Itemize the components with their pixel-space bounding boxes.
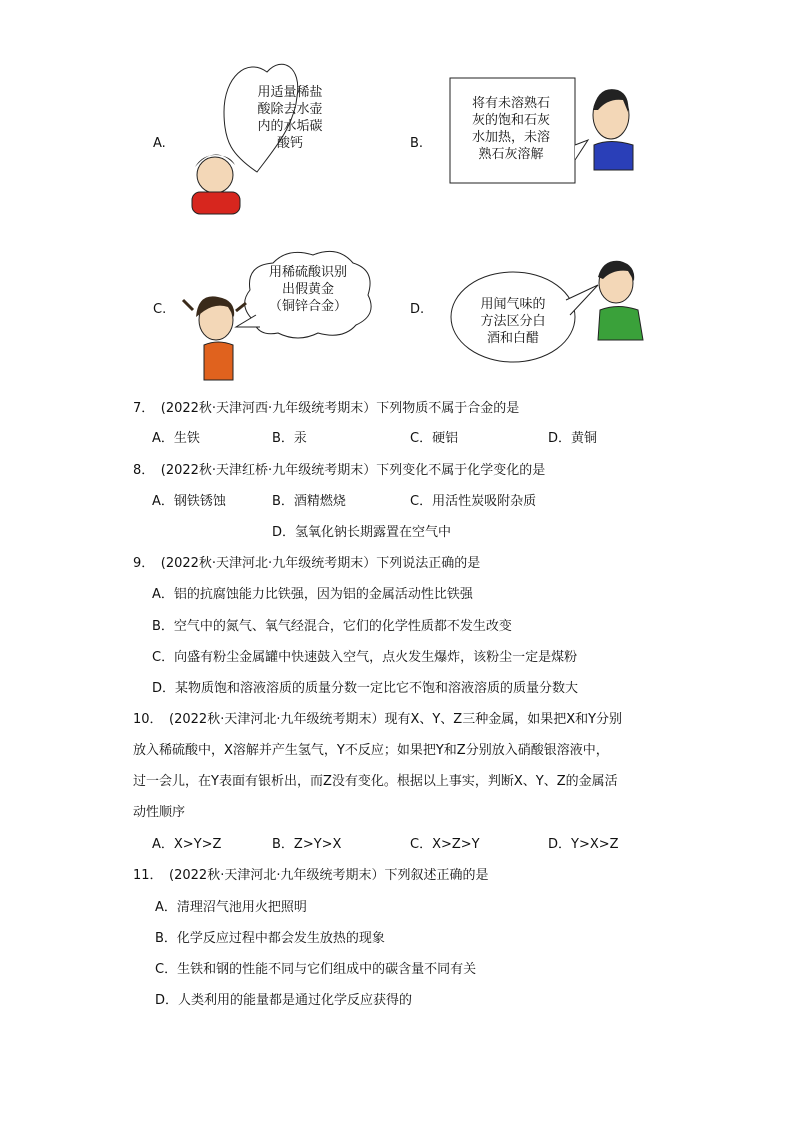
bubble-d-line: 方法区分白 bbox=[480, 314, 546, 329]
question-8-option: B．酒精燃烧 bbox=[272, 494, 346, 509]
question-7-option: A．生铁 bbox=[152, 431, 200, 446]
question-7-option: B．汞 bbox=[272, 431, 307, 446]
bubble-d-line: 用闻气味的 bbox=[480, 297, 546, 312]
question-10-stem-line: 放入稀硫酸中，X溶解并产生氢气，Y不反应；如果把Y和Z分别放入硝酸银溶液中， bbox=[133, 743, 609, 758]
question-10-stem-line: 10． (2022秋·天津河北·九年级统考期末）现有X、Y、Z三种金属，如果把X和Y分别 bbox=[133, 712, 623, 727]
question-10-option: B．Z>Y>X bbox=[272, 837, 342, 852]
bubble-b-text bbox=[452, 95, 570, 163]
question-7-option: C．硬铝 bbox=[410, 431, 459, 446]
question-11-option: D．人类利用的能量都是通过化学反应获得的 bbox=[155, 993, 413, 1008]
question-7-stem: 7． (2022秋·天津河西·九年级统考期末）下列物质不属于合金的是 bbox=[133, 401, 520, 416]
question-10-stem-line: 过一会儿，在Y表面有银析出，而Z没有变化。根据以上事实，判断X、Y、Z的金属活 bbox=[133, 774, 618, 789]
question-10-option: A．X>Y>Z bbox=[152, 837, 222, 852]
question-10-option: D．Y>X>Z bbox=[548, 837, 619, 852]
question-9-option: C．向盛有粉尘金属罐中快速鼓入空气，点火发生爆炸，该粉尘一定是煤粉 bbox=[152, 650, 578, 665]
bubble-b-line: 将有未溶熟石 bbox=[471, 96, 550, 111]
question-11-option: C．生铁和钢的性能不同与它们组成中的碳含量不同有关 bbox=[155, 962, 477, 977]
bubble-b-line: 灰的饱和石灰 bbox=[471, 113, 550, 128]
option-c-label: C. bbox=[153, 302, 167, 317]
bubble-a-line: 酸钙 bbox=[276, 136, 303, 151]
question-11-option: A．清理沼气池用火把照明 bbox=[155, 900, 307, 915]
bubble-c-text bbox=[258, 264, 358, 315]
question-8-option: A．钢铁锈蚀 bbox=[152, 494, 226, 509]
question-7-option: D．黄铜 bbox=[548, 431, 598, 446]
question-8-option: D．氢氧化钠长期露置在空气中 bbox=[272, 525, 452, 540]
bubble-a-text bbox=[250, 84, 330, 152]
option-d-label: D. bbox=[410, 302, 425, 317]
option-b-label: B. bbox=[410, 136, 424, 151]
bubble-a-line: 用适量稀盐 bbox=[257, 85, 323, 100]
question-8-option: C．用活性炭吸附杂质 bbox=[410, 494, 537, 509]
question-11-option: B．化学反应过程中都会发生放热的现象 bbox=[155, 931, 385, 946]
bubble-c-line: （铜锌合金） bbox=[268, 299, 347, 314]
question-9-option: A．铝的抗腐蚀能力比铁强，因为铝的金属活动性比铁强 bbox=[152, 587, 473, 602]
question-10-stem-line: 动性顺序 bbox=[133, 805, 186, 820]
bubble-a-line: 内的水垢碳 bbox=[257, 119, 323, 134]
option-a-label: A. bbox=[153, 136, 166, 151]
question-9-option: B．空气中的氮气、氧气经混合，它们的化学性质都不发生改变 bbox=[152, 619, 512, 634]
question-8-stem: 8． (2022秋·天津红桥·九年级统考期末）下列变化不属于化学变化的是 bbox=[133, 463, 546, 478]
bubble-c-line: 用稀硫酸识别 bbox=[268, 265, 347, 280]
bubble-d-text bbox=[463, 296, 563, 347]
question-10-option: C．X>Z>Y bbox=[410, 837, 480, 852]
question-11-stem: 11． (2022秋·天津河北·九年级统考期末）下列叙述正确的是 bbox=[133, 868, 489, 883]
bubble-b-line: 熟石灰溶解 bbox=[478, 147, 544, 162]
question-9-option: D．某物质饱和溶液溶质的质量分数一定比它不饱和溶液溶质的质量分数大 bbox=[152, 681, 579, 696]
bubble-d-line: 酒和白醋 bbox=[486, 331, 539, 346]
bubble-b-line: 水加热，未溶 bbox=[471, 130, 550, 145]
question-9-stem: 9． (2022秋·天津河北·九年级统考期末）下列说法正确的是 bbox=[133, 556, 481, 571]
bubble-c-line: 出假黄金 bbox=[281, 282, 334, 297]
bubble-a-line: 酸除去水壶 bbox=[257, 102, 323, 117]
